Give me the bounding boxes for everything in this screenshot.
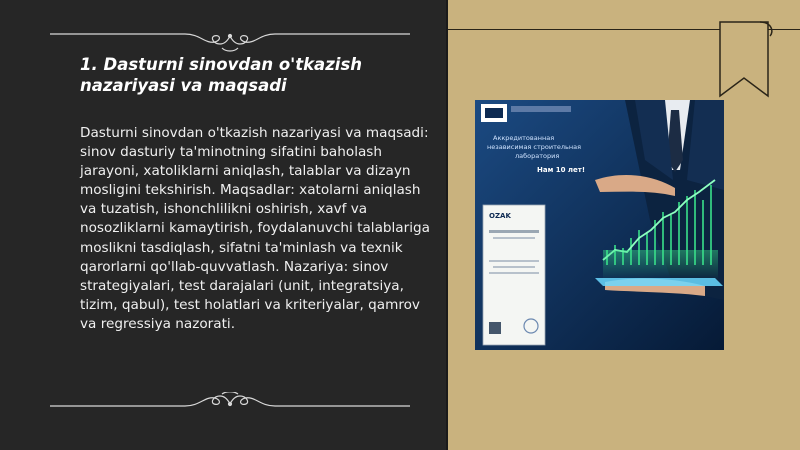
slide-title: 1. Dasturni sinovdan o'tkazish nazariyasi va maqsadi [80,55,363,95]
slide-body-text: Dasturni sinovdan o'tkazish nazariyasi va maqsadi: sinov dasturiy ta'minotning sifatini baholash jarayoni, xatoliklarni aniqlash, talablar va dizayn mosligini tekshirish. Maqsadlar: xatolarni aniqlash va tuzatish, ishonchlilikni oshirish, xavf va nosozliklarni kamaytirish, foydalanuvchi talablariga moslikni tasdiqlash, sifatni ta'minlash va texnik qarorlarni qo'llab-quvvatlash. Nazariya: sinov strategiyalari, test darajalari (unit, integratsiya, tizim, qabul), test holatlari va kriteriyalar, qamrov va regressiya nazorati. [80,125,430,332]
ornament-divider-icon [50,392,410,416]
certificate-brand: OZAK [489,212,511,220]
panel-divider [446,0,448,450]
image-heading-line-2: независимая строительная [487,143,582,151]
content-image [475,100,724,350]
ornament-divider-icon [50,30,410,54]
image-heading-line-1: Аккредитованная [493,134,555,142]
bookmark-icon [716,18,774,100]
image-badge-text: Нам 10 лет! [537,166,586,174]
image-heading-line-3: лаборатория [515,152,560,160]
